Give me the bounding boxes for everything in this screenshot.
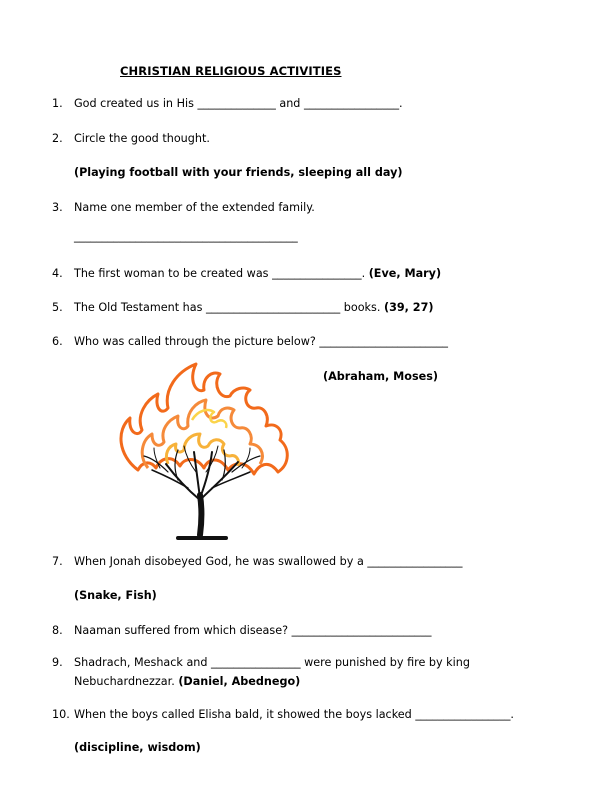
question-text-line [74, 300, 434, 316]
question-text: Shadrach, Meshack and ________________ were punished by fire by king [74, 656, 470, 669]
question-text: God created us in His ______________ and _________________. [74, 97, 403, 110]
question-6-options: (Abraham, Moses) [323, 370, 438, 383]
question-text: When the boys called Elisha bald, it showed the boys lacked _________________. [74, 708, 514, 721]
answer-line: ________________________________________ [74, 230, 298, 243]
flame-core [192, 410, 226, 428]
question-options: (Eve, Mary) [368, 267, 442, 280]
question-2-options: (Playing football with your friends, sleeping all day) [74, 166, 403, 179]
question-7-options: (Snake, Fish) [74, 589, 157, 602]
worksheet-title: CHRISTIAN RELIGIOUS ACTIVITIES [120, 64, 342, 78]
question-text: Circle the good thought. [74, 132, 210, 145]
burning-bush-image [108, 360, 298, 545]
question-number: 8. [52, 624, 63, 637]
question-text: The Old Testament has ________________________ books. [74, 301, 384, 314]
question-number: 4. [52, 267, 63, 280]
question-number: 2. [52, 132, 63, 145]
question-text: Name one member of the extended family. [74, 201, 315, 214]
question-number: 10. [52, 708, 70, 721]
question-text-line [74, 674, 300, 690]
question-options: (39, 27) [383, 301, 434, 314]
question-text: The first woman to be created was ________________. [74, 267, 369, 280]
question-options: (Daniel, Abednego) [178, 675, 301, 688]
question-text: Nebuchardnezzar. [74, 675, 179, 688]
question-text-line [74, 266, 441, 282]
question-text: When Jonah disobeyed God, he was swallowed by a _________________ [74, 555, 463, 568]
question-text: Who was called through the picture below? _______________________ [74, 335, 449, 348]
question-number: 6. [52, 335, 63, 348]
question-number: 1. [52, 97, 63, 110]
question-10-options: (discipline, wisdom) [74, 741, 201, 754]
question-number: 7. [52, 555, 63, 568]
question-number: 9. [52, 656, 63, 669]
question-number: 3. [52, 201, 63, 214]
question-number: 5. [52, 301, 63, 314]
question-text: Naaman suffered from which disease? _________________________ [74, 624, 432, 637]
